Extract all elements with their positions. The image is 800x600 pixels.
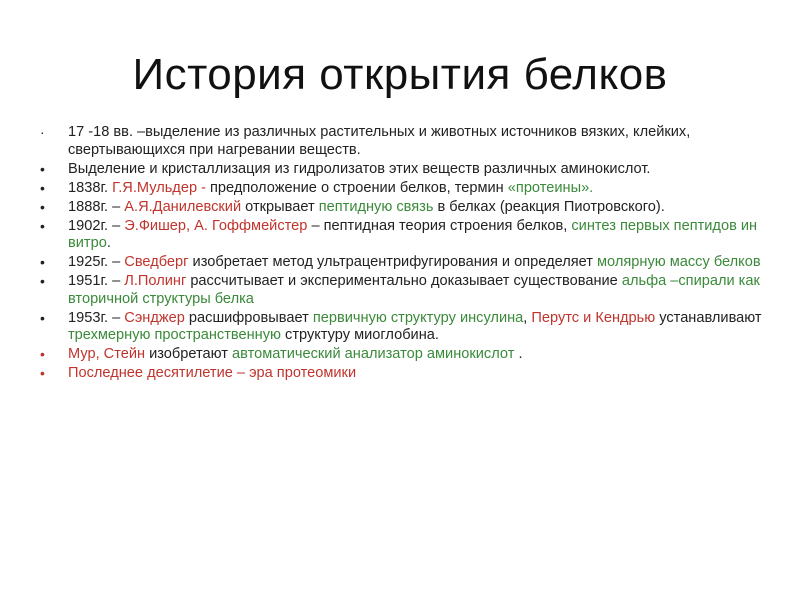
item-text-segment: Г.Я.Мульдер - [112,179,211,196]
item-text-segment: трехмерную пространственную [68,327,281,343]
item-text-segment: синтез первых пептидов ин витро [68,217,758,251]
item-text-segment: устанавливают [655,309,762,326]
bullet-icon: • [40,346,45,362]
item-text-segment: предположение о строении белков, термин [210,179,508,196]
item-text-segment: открывает [241,198,319,215]
item-text-segment: Перутс и Кендрью [531,309,656,326]
list-item [40,346,780,364]
bullet-icon: • [40,198,45,215]
list-item [40,218,780,253]
bullet-icon: • [40,217,45,234]
item-text-segment: 1953г. – [68,309,125,326]
item-text-segment: . [514,346,523,362]
list-item [40,199,780,217]
bullet-icon: • [40,179,45,196]
item-text-segment: «протеины». [507,179,594,196]
list-item [40,161,780,179]
item-text-segment: первичную структуру инсулина [312,309,524,326]
item-text-segment: 1951г. – [68,273,125,289]
list-item [40,124,780,159]
bullet-icon: • [40,309,45,326]
item-text-segment: Л.Полинг [124,273,187,289]
item-text-segment: , [523,309,532,326]
item-text-segment: Сэнджер [124,309,185,326]
item-text-segment: рассчитывает и экспериментально доказывает существование [186,273,622,289]
item-text-segment: 1925г. – [68,254,125,270]
item-text-segment: расшифровывает [184,309,313,326]
item-text-segment: Э.Фишер, А. Гоффмейстер [124,217,308,234]
item-text-segment: . [106,235,111,251]
list-item [40,254,780,272]
item-text-segment: молярную массу белков [597,254,761,270]
bullet-icon: • [40,365,45,381]
history-list [40,124,780,384]
item-text-segment: структуру миоглобина. [280,327,439,343]
item-text-segment: Сведберг [124,254,189,270]
item-text-segment: 1888г. – [68,198,125,215]
item-text-segment: изобретает метод ультрацентрифугирования и определяет [188,254,598,270]
item-text-segment: 1902г. – [68,217,125,234]
item-text-segment: Выделение и кристаллизация из гидролизатов этих веществ различных аминокислот. [68,160,651,177]
list-item [40,310,780,345]
item-text-segment: пептидную связь [318,198,434,215]
bullet-icon: • [40,273,45,289]
item-text-segment: Последнее десятилетие – эра протеомики [68,365,357,381]
item-text-segment: – пептидная теория строения белков, [307,217,572,234]
list-item [40,273,780,308]
item-text-segment: альфа –спирали как вторичной структуры белка [68,273,760,307]
list-item [40,365,780,383]
item-text-segment: 17 -18 вв. –выделение из различных растительных и животных источников вязких, клейких, свертывающихся при нагревании веществ. [68,124,691,158]
item-text-segment: А.Я.Данилевский [124,198,242,215]
bullet-icon: • [40,254,45,270]
item-text-segment: Мур, Стейн [68,346,146,362]
item-text-segment: в белках (реакция Пиотровского). [433,198,665,215]
list-item [40,180,780,198]
bullet-icon: • [40,160,45,177]
item-text-segment: автоматический анализатор аминокислот [232,346,515,362]
bullet-icon: · [40,124,45,140]
item-text-segment: изобретают [145,346,233,362]
slide-title: История открытия белков [132,50,668,99]
item-text-segment: 1838г. [68,179,113,196]
